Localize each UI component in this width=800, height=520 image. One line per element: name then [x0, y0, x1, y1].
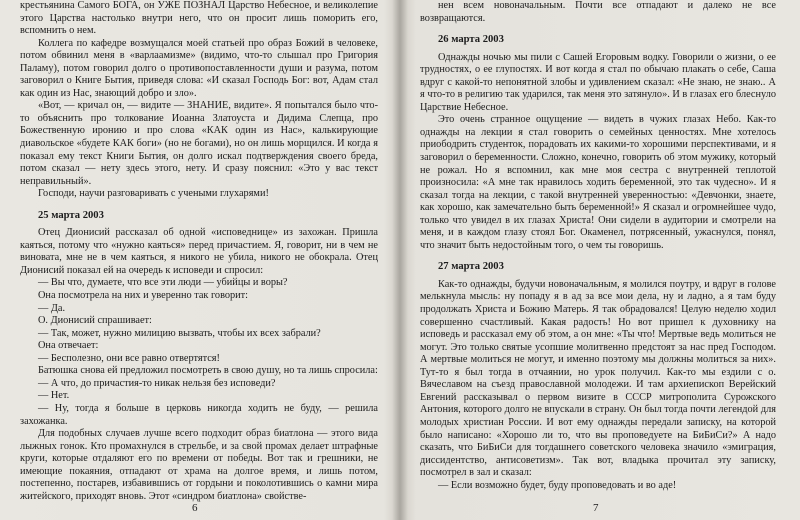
paragraph: крестьянина Самого БОГА, он УЖЕ ПОЗНАЛ Царство Небесное, и великолепие этого Царства настолько внутри него, что он просит лишь поморить его, вспомнить о нем. — [20, 0, 378, 37]
paragraph: — Вы что, думаете, что все эти люди — убийцы и воры? — [38, 277, 288, 289]
paragraph: Однажды ночью мы пили с Сашей Егоровым водку. Говорили о жизни, о ее трудностях, о ее глупостях. И вот когда я стал по обычаю плакать о себе, Саша вдруг с какой-то непонятной злобы и удивлением сказал: «Не знаю, не знаю.. А я что-то в религию так ударился, так меня это затянуло». И в глазах его блеснуло Царствие Небесное. — [420, 51, 776, 113]
entry-date: 27 марта 2003 — [438, 261, 504, 273]
book-gutter — [392, 0, 408, 520]
paragraph: — Нет. — [38, 390, 70, 402]
entry-date: 25 марта 2003 — [38, 209, 104, 221]
paragraph: — Если возможно будет, буду проповедовать и во аде! — [438, 479, 677, 491]
paragraph: Как-то однажды, будучи новоначальным, я молился поутру, и вдруг в голове мелькнула мысль: ну попаду я в ад за все мои дела, ну и ладно, а я там буду продолжать Христа и Божию Матерь. Я так обрадовался! Целую неделю ходил совершенно счастливый. Какая радость! Но вот пришел к духовнику на исповедь и рассказал ему об этом, а он мне: «Ты что! Мертвые ведь молиться не могут. Это только святые усопшие молитвенно предстоят за нас пред Господом. А мертвые молиться не могут, и именно поэтому мы должны молиться за них». Тут-то я был тогда в отчаянии, но урок получил. Как-то мы ездили с о. Вячеславом на съезд православной молодежи. И там архиепископ Верейский Евгений рассказывал о первом визите в СССР митрополита Сурожского Антония, которого долго не впускали в страну. Он был тогда почти легендой для молодых христиан России. И вот ему однажды передали записку, на которой было написано: «Хорошо ли то, что вы проповедуете на БиБиСи?» А надо сказать, что БиБиСи для тогдашнего советского человека значило «эмиграция, диссидентство, антисоветизм». Так вот, владыка прочитал эту записку, посмотрел в зал и сказал: — [420, 278, 776, 479]
paragraph: О. Дионисий спрашивает: — [38, 315, 152, 327]
paragraph: Для подобных случаев лучше всего подходит образ биатлона — этого вида лыжных гонок. Кто промахнулся в стрельбе, и за свой промах делает штрафные круги, которые отдаляют его по времени от победы. Вот так и грешники, не имеющие покаяния, отпадают от храма на долгое время, и лишь потом, постепенно, постарев, избавившись от гордыни и поколотившись о камни мира житейского, приходят вновь. Этот «синдром биатлона» свойстве- — [20, 428, 378, 502]
paragraph: — Так, может, нужно милицию вызвать, чтобы их всех забрали? — [38, 327, 321, 339]
paragraph: — А что, до причастия-то никак нельзя без исповеди? — [38, 377, 276, 389]
paragraph: Коллега по кафедре возмущался моей статьей про образ Божий в человеке, потом обвинил меня в «варлаамизме» (видимо, что-то слышал про Григория Паламу), потом говорил долго о противопоставленности души и разума, потом заговорил о Книге Бытия, приведя слова: «И сказал Господь Бог: вот, Адам стал как один из Нас, знающий добро и зло». — [20, 37, 378, 99]
paragraph: Это очень странное ощущение — видеть в чужих глазах Небо. Как-то однажды на лекции я стал говорить о семейных ценностях. Мне хотелось приободрить студенток, порадовать их какими-то хорошими перспективами, и я заговорил о беременности. Сложно, конечно, говорить об этом мужику, который не рожал. Но я вспомнил, как мне моя сестра с внутренней теплотой произносила: «А мне так нравилось ходить беременной, это так чудесно». И я сказал тогда на лекции, с такой внутренней уверенностью: «Девчонки, знаете, как хорошо, как замечательно быть беременной!» Я сказал и огромнейшее чудо, только что увидел в их глазах Христа! Они сидели в аудитории и смотрели на меня, и в каждом глазу стоял Бог. Окаменел, потрясенный, ужаснулся, понял, что значит быть недостойным того, о чем ты говоришь. — [420, 114, 776, 251]
paragraph: нен всем новоначальным. Почти все отпадают и далеко не все возвращаются. — [420, 0, 776, 24]
right-page — [420, 0, 776, 520]
paragraph: — Ну, тогда я больше в церковь никогда ходить не буду, — решила захожанка. — [20, 402, 378, 427]
left-page — [20, 0, 378, 520]
page-number-right: 7 — [593, 502, 599, 514]
entry-date: 26 марта 2003 — [438, 34, 504, 46]
page-number-left: 6 — [192, 502, 198, 514]
paragraph: Она посмотрела на них и уверенно так говорит: — [38, 290, 249, 302]
paragraph: Господи, научи разговаривать с учеными глухарями! — [38, 188, 269, 200]
paragraph: — Да. — [38, 302, 66, 314]
paragraph: Отец Дионисий рассказал об одной «исповеднице» из захожан. Пришла каяться, потому что «нужно каяться» перед причастием. Я, говорит, ни в чем не виновата, мне не в чем каяться, я никого не убила, никого не обокрала. Отец Дионисий показал ей на очередь к исповеди и спросил: — [20, 227, 378, 276]
paragraph: — Бесполезно, они все равно отвертятся! — [38, 352, 220, 364]
paragraph: Она отвечает: — [38, 340, 99, 352]
paragraph: «Вот, — кричал он, — видите — ЗНАНИЕ, видите». Я попытался было что-то объяснить про толкование Иоанна Златоуста и Дидима Слепца, про Божественную иронию и про слова «КАК один из Нас», калькирующие диавольское «будете КАК боги» (но не богами), но он лишь морщился. И когда я показал ему текст Книги Бытия, он долго искал подтверждения своего бреда, потом сказал — нету здесь этого, нету. И сразу пояснил: «Это у вас текст неправильный». — [20, 100, 378, 187]
paragraph: Батюшка снова ей предложил посмотреть в свою душу, но та лишь спросила: — [38, 365, 378, 377]
